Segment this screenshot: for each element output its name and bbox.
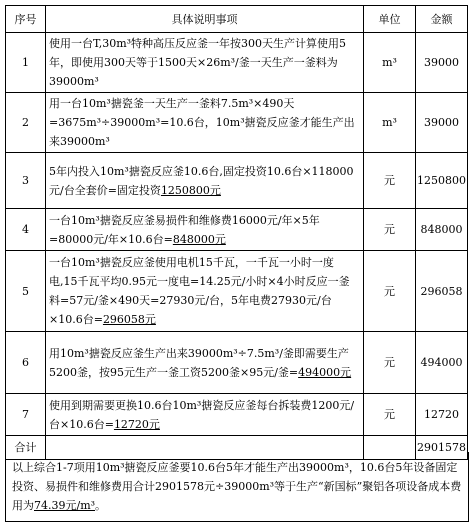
row-no: 6 (6, 332, 46, 394)
row-desc (46, 394, 364, 436)
header-amount: 金额 (416, 6, 468, 33)
row-no: 5 (6, 251, 46, 332)
row-desc (46, 332, 364, 394)
header-unit: 单位 (364, 6, 416, 33)
row-no: 3 (6, 153, 46, 209)
row-amount: 296058 (416, 251, 468, 332)
row-no: 7 (6, 394, 46, 436)
row-desc-text: 使用到期需要更换10.6台10m³搪瓷反应釜每台拆装费1200元/台×10.6台= (49, 398, 355, 431)
header-desc: 具体说明事项 (46, 6, 364, 33)
row-desc (46, 209, 364, 251)
row-amount: 12720 (416, 394, 468, 436)
row-unit: m³ (364, 93, 416, 153)
row-desc-text: 一台10m³搪瓷反应釜使用电机15千瓦，一千瓦一小时一度电,15千瓦平均0.95元一度电=14.25元/小时×4小时反应一釜料=57元/釜×490天=27930元/台，5年电费27930元/台×10.6台= (49, 256, 350, 326)
total-label: 合计 (6, 436, 46, 460)
row-no: 2 (6, 93, 46, 153)
row-desc (46, 93, 364, 153)
row-no: 1 (6, 33, 46, 93)
table-row (6, 394, 468, 436)
summary-note-result: 74.39元/m³ (34, 499, 96, 512)
row-desc-underlined: 848000元 (172, 232, 226, 246)
table-row (6, 153, 468, 209)
row-no: 4 (6, 209, 46, 251)
row-desc-text: 用一台10m³搪瓷釜一天生产一釜料7.5m³×490天=3675m³÷39000m³=10.6台，10m³搪瓷反应釜才能生产出来39000m³ (49, 97, 355, 148)
row-desc-text: 5年内投入10m³搪瓷反应釜10.6台,固定投资10.6台×118000元/台全套价=固定投资 (49, 164, 354, 197)
row-unit: 元 (364, 332, 416, 394)
row-amount: 1250800 (416, 153, 468, 209)
row-desc-underlined: 494000元 (298, 365, 352, 379)
header-no: 序号 (6, 6, 46, 33)
row-desc-underlined: 12720元 (113, 417, 160, 431)
table-row (6, 93, 468, 153)
row-amount: 848000 (416, 209, 468, 251)
row-unit: 元 (364, 153, 416, 209)
summary-note-tail: 。 (95, 499, 107, 512)
row-amount: 39000 (416, 93, 468, 153)
row-desc-underlined: 296058元 (102, 313, 156, 326)
summary-note (5, 452, 469, 522)
row-desc-text: 用10m³搪瓷反应釜生产出来39000m³÷7.5m³/釜即需要生产5200釜，按95元生产一釜工资5200釜×95元/釜= (49, 346, 349, 379)
cost-table (5, 5, 468, 460)
row-unit: m³ (364, 33, 416, 93)
row-unit: 元 (364, 394, 416, 436)
total-amount: 2901578 (416, 436, 468, 460)
table-row (6, 251, 468, 332)
row-desc (46, 153, 364, 209)
row-desc-text: 一台10m³搪瓷反应釜易损件和维修费16000元/年×5年=80000元/年×10.6台= (49, 213, 320, 246)
header-row (6, 6, 468, 33)
row-amount: 39000 (416, 33, 468, 93)
row-amount: 494000 (416, 332, 468, 394)
summary-note-text: 以上综合1-7项用10m³搪瓷反应釜要10.6台5年才能生产出39000m³，10.6台5年设备固定投资、易损件和维修费用合计2901578元÷39000m³等于生产“新国标”聚铝各项设备成本费用为 (12, 461, 462, 512)
table-row (6, 209, 468, 251)
row-desc-text: 使用一台T,30m³特种高压反应釜一年按300天生产计算使用5年，即使用300天等于1500天×26m³/釜一天生产一釜料为39000m³ (49, 37, 347, 88)
row-desc (46, 33, 364, 93)
row-desc-underlined: 1250800元 (160, 183, 221, 197)
table-row (6, 332, 468, 394)
row-desc (46, 251, 364, 332)
row-unit: 元 (364, 209, 416, 251)
row-unit: 元 (364, 251, 416, 332)
table-row (6, 33, 468, 93)
